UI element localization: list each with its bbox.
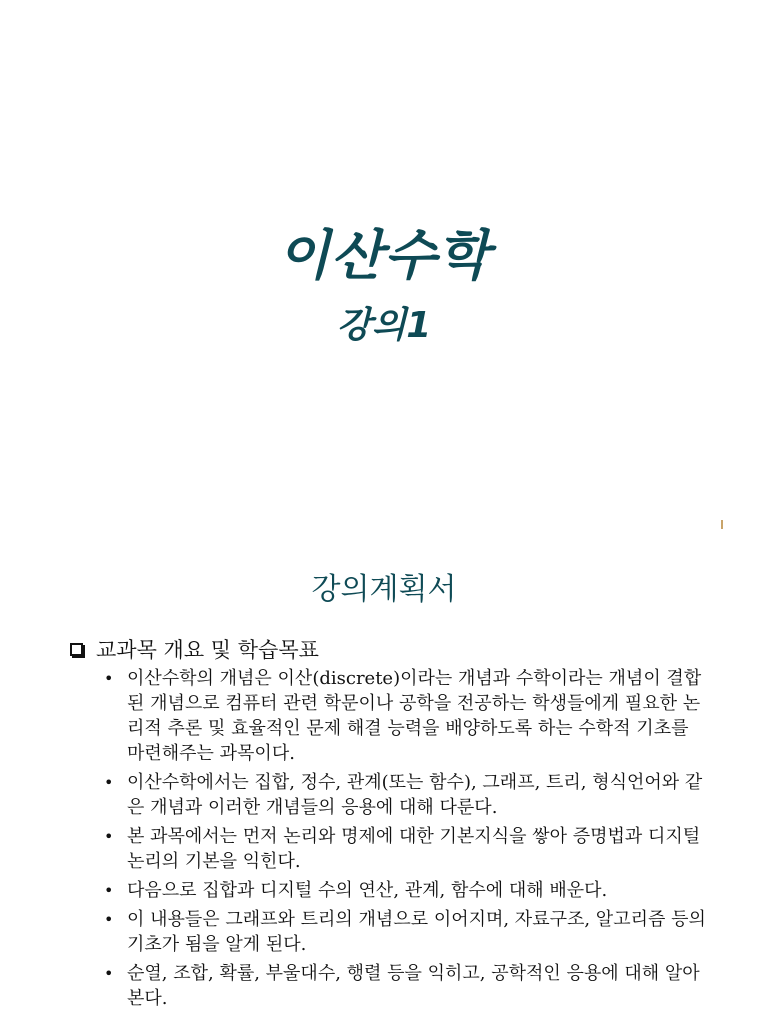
slide-divider-mark — [721, 520, 723, 529]
list-item — [100, 878, 710, 903]
syllabus-title: 강의계획서 — [311, 572, 457, 607]
list-item-text: 본 과목에서는 먼저 논리와 명제에 대한 기본지식을 쌓아 증명법과 디지털논리의 기본을 익힌다. — [127, 826, 701, 872]
list-item-text: 이 내용들은 그래프와 트리의 개념으로 이어지며, 자료구조, 알고리즘 등의 기초가 됨을 알게 된다. — [127, 909, 706, 955]
list-item-text: 이산수학의 개념은 이산(discrete)이라는 개념과 수학이라는 개념이 결합된 개념으로 컴퓨터 관련 학문이나 공학을 전공하는 학생들에게 필요한 논리적 추론 및 효율적인 문제 해결 능력을 배양하도록 하는 수학적 기초를 마련해주는 과목이다. — [127, 668, 702, 764]
section-heading — [70, 634, 319, 664]
checkbox-bullet-icon — [70, 643, 83, 656]
bullet-dot-icon: • — [104, 827, 114, 846]
list-item — [100, 770, 710, 820]
list-item — [100, 907, 710, 957]
bullet-dot-icon: • — [104, 964, 114, 983]
list-item-text: 순열, 조합, 확률, 부울대수, 행렬 등을 익히고, 공학적인 응용에 대해 알아본다. — [127, 963, 700, 1009]
list-item — [100, 666, 710, 766]
objectives-list — [100, 666, 710, 1015]
list-item-text: 이산수학에서는 집합, 정수, 관계(또는 함수), 그래프, 트리, 형식언어와 같은 개념과 이러한 개념들의 응용에 대해 다룬다. — [127, 772, 703, 818]
lecture-subtitle: 강의1 — [336, 305, 432, 346]
bullet-dot-icon: • — [104, 910, 114, 929]
bullet-dot-icon: • — [104, 669, 114, 688]
bullet-dot-icon: • — [104, 773, 114, 792]
list-item-text: 다음으로 집합과 디지털 수의 연산, 관계, 함수에 대해 배운다. — [127, 880, 608, 901]
list-item — [100, 824, 710, 874]
list-item — [100, 961, 710, 1011]
page-title: 이산수학 — [277, 224, 491, 287]
syllabus-slide — [0, 536, 768, 1024]
bullet-dot-icon: • — [104, 881, 114, 900]
section-heading-label: 교과목 개요 및 학습목표 — [96, 638, 319, 662]
